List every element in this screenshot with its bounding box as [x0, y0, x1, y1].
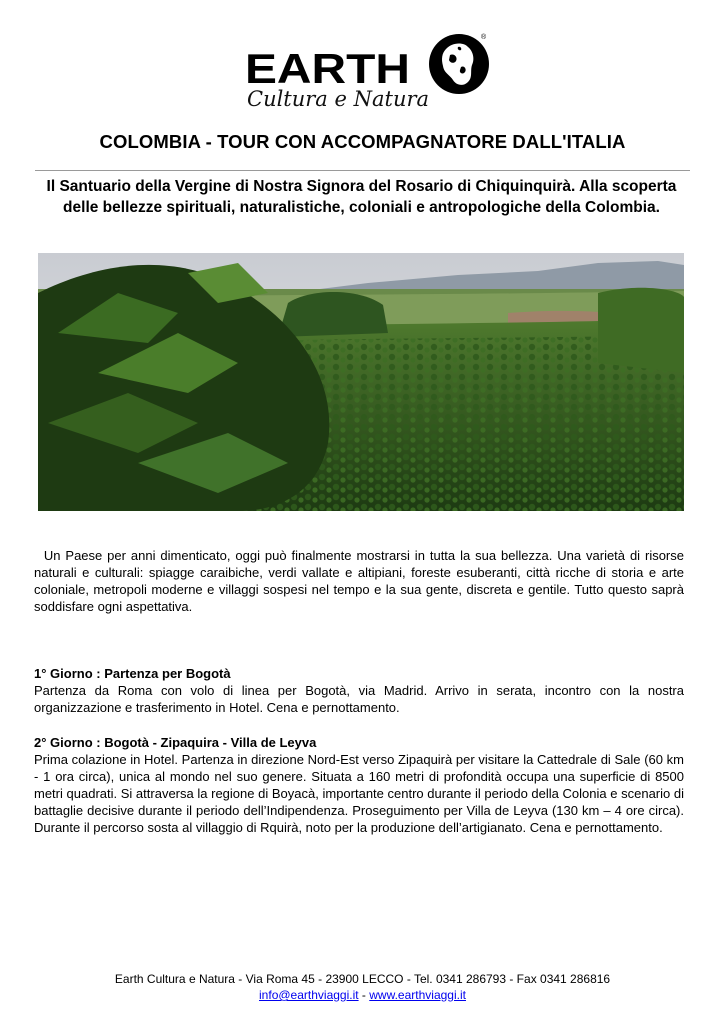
day-2-text: Prima colazione in Hotel. Partenza in direzione Nord-Est verso Zipaquirà per visitare la Cattedrale di Sale (60 km - 1 ora circa), unica al mondo nel suo genere. Situata a 160 metri di profondità occupa una superficie di 8500 metri quadrati. Si attraversa la regione di Boyacà, importante centro durante il periodo della Colonia e scenario di battaglie decisive durante il periodo dell’Indipendenza. Proseguimento per Villa de Leyva (130 km – 4 ore circa). Durante il percorso sosta al villaggio di Rquirà, noto per la produzione dell’artigianato. Cena e pernottamento.: [34, 752, 684, 835]
registered-mark: ®: [481, 34, 487, 41]
day-1-text: Partenza da Roma con volo di linea per Bogotà, via Madrid. Arrivo in serata, incontro con la nostra organizzazione e trasferimento in Hotel. Cena e pernottamento.: [34, 683, 684, 715]
logo-wordmark: EARTH: [245, 45, 410, 92]
logo-tagline: Cultura e Natura: [247, 87, 430, 111]
email-link[interactable]: info@earthviaggi.it: [259, 988, 359, 1002]
page-title: COLOMBIA - TOUR CON ACCOMPAGNATORE DALL'ITALIA: [99, 131, 626, 152]
footer-links: [0, 987, 725, 1003]
day-1-heading: 1° Giorno : Partenza per Bogotà: [34, 666, 231, 681]
coffee-plantation-photo: [38, 253, 684, 511]
earth-logo: [243, 30, 493, 116]
globe-icon: [428, 33, 490, 95]
page-footer: [0, 971, 725, 1003]
footer-address: Earth Cultura e Natura - Via Roma 45 - 23900 LECCO - Tel. 0341 286793 - Fax 0341 286816: [114, 972, 611, 986]
footer-separator: -: [358, 988, 370, 1002]
title-divider: [35, 170, 690, 171]
intro-paragraph: Un Paese per anni dimenticato, oggi può finalmente mostrarsi in tutta la sua bellezza. Una varietà di risorse naturali e culturali: spiagge caraibiche, verdi vallate e altipiani, foreste esuberanti, città ricche di storia e arte coloniale, metropoli moderne e villaggi sospesi nel tempo e la sua gente, discreta e gentile. Tutto questo saprà soddisfare ogni aspettativa.: [34, 548, 688, 614]
website-link[interactable]: www.earthviaggi.it: [369, 988, 466, 1002]
day-2-heading: 2° Giorno : Bogotà - Zipaquira - Villa de Leyva: [34, 735, 317, 750]
day-2-section: [34, 734, 684, 836]
page-subtitle: Il Santuario della Vergine di Nostra Signora del Rosario di Chiquinquirà. Alla scoperta delle bellezze spirituali, naturalistiche, coloniali e antropologiche della Colombia.: [46, 178, 677, 216]
day-1-section: [34, 665, 684, 716]
